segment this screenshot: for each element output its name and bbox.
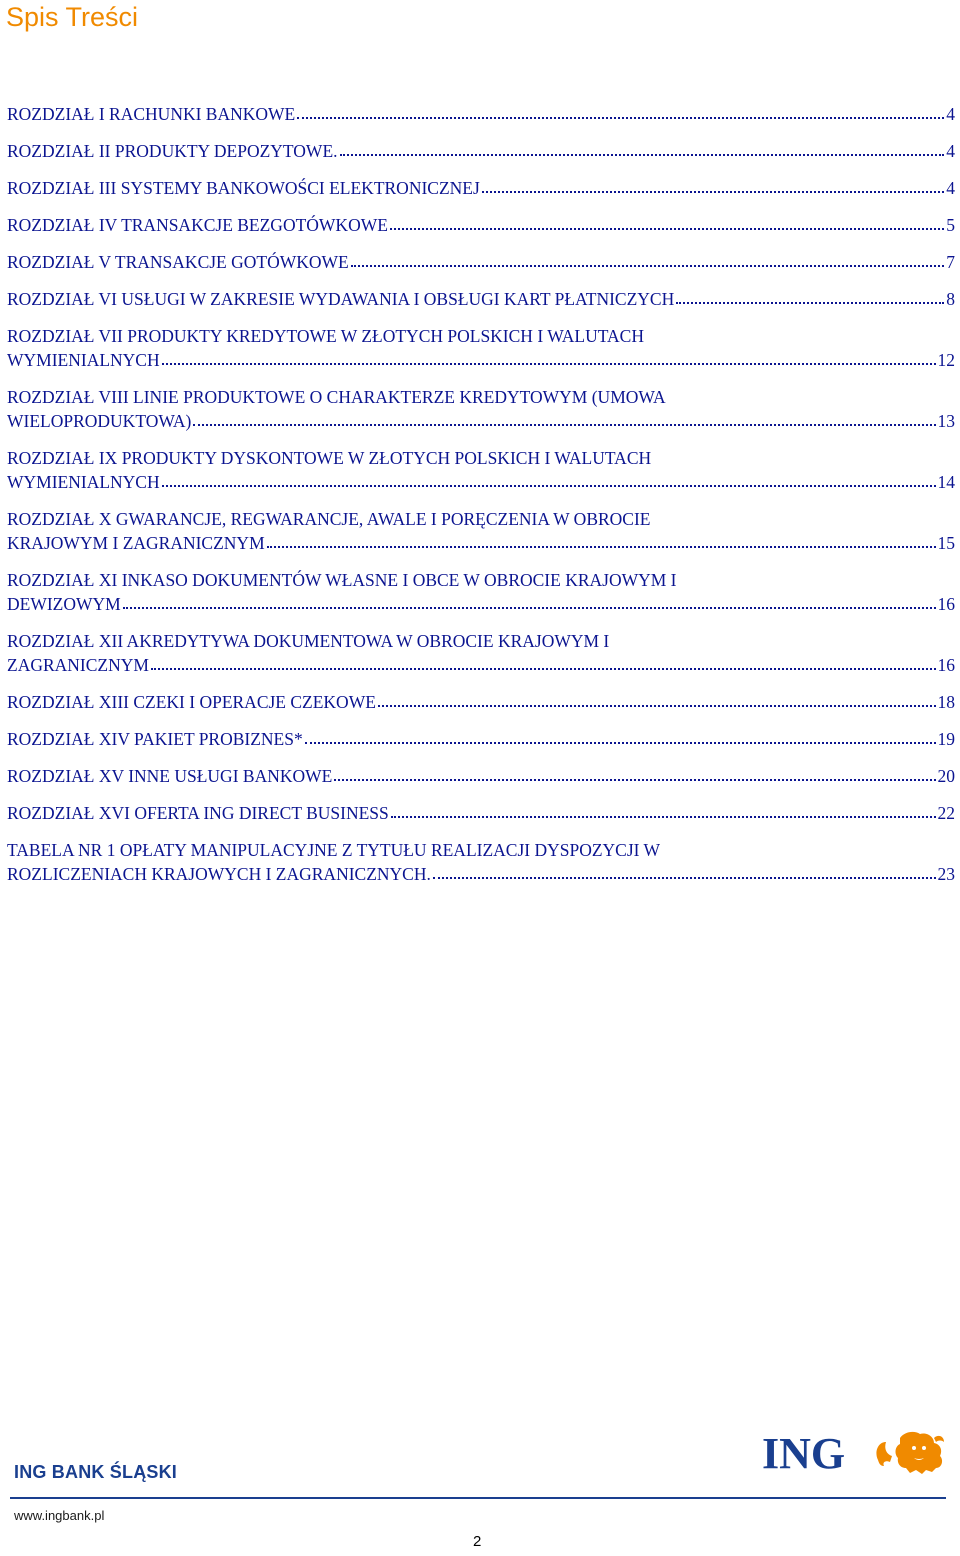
toc-dot-leader (433, 877, 936, 879)
toc-entry[interactable] (7, 250, 955, 274)
toc-entry-label: WYMIENIALNYCH (7, 350, 160, 370)
bank-name-logo: ING BANK ŚLĄSKI (14, 1462, 178, 1482)
toc-entry-page-number: 12 (937, 350, 955, 370)
toc-dot-leader (193, 424, 935, 426)
toc-entry[interactable] (7, 102, 955, 126)
toc-dot-leader (378, 705, 936, 707)
toc-entry[interactable] (7, 287, 955, 311)
toc-entry-label: ROZDZIAŁ XV INNE USŁUGI BANKOWE (7, 766, 333, 786)
toc-entry-page-number: 7 (946, 252, 955, 272)
toc-entry[interactable] (7, 727, 955, 751)
toc-entry[interactable] (7, 690, 955, 714)
table-of-contents (7, 102, 955, 899)
toc-entry[interactable] (7, 629, 955, 677)
toc-dot-leader (351, 265, 945, 267)
toc-entry-label: ROZLICZENIACH KRAJOWYCH I ZAGRANICZNYCH. (7, 864, 431, 884)
ing-logo-text: ING (762, 1429, 846, 1478)
toc-entry-label: ROZDZIAŁ IV TRANSAKCJE BEZGOTÓWKOWE (7, 215, 388, 235)
footer-url: www.ingbank.pl (14, 1508, 105, 1523)
toc-entry-page-number: 22 (937, 803, 955, 823)
toc-entry-page-number: 19 (937, 729, 955, 749)
toc-entry[interactable] (7, 801, 955, 825)
toc-entry-label: ROZDZIAŁ I RACHUNKI BANKOWE (7, 104, 296, 124)
toc-entry-page-number: 8 (946, 289, 955, 309)
toc-entry-page-number: 16 (937, 594, 955, 614)
toc-entry-label: TABELA NR 1 OPŁATY MANIPULACYJNE Z TYTUŁU REALIZACJI DYSPOZYCJI W (7, 840, 661, 860)
toc-entry-label: KRAJOWYM I ZAGRANICZNYM (7, 533, 265, 553)
toc-entry-label: ROZDZIAŁ III SYSTEMY BANKOWOŚCI ELEKTRONICZNEJ (7, 178, 480, 198)
toc-entry-page-number: 4 (946, 141, 955, 161)
lion-icon (870, 1430, 946, 1476)
toc-entry[interactable] (7, 213, 955, 237)
toc-entry-label: ROZDZIAŁ VI USŁUGI W ZAKRESIE WYDAWANIA I OBSŁUGI KART PŁATNICZYCH (7, 289, 675, 309)
toc-entry[interactable] (7, 385, 955, 433)
toc-entry-label: WYMIENIALNYCH (7, 472, 160, 492)
toc-dot-leader (267, 546, 936, 548)
toc-entry-page-number: 16 (937, 655, 955, 675)
footer-divider (10, 1497, 946, 1499)
toc-dot-leader (162, 485, 936, 487)
toc-entry-label: ROZDZIAŁ V TRANSAKCJE GOTÓWKOWE (7, 252, 349, 272)
toc-entry[interactable] (7, 507, 955, 555)
toc-entry-label: ROZDZIAŁ II PRODUKTY DEPOZYTOWE. (7, 141, 338, 161)
toc-entry-label: ROZDZIAŁ X GWARANCJE, REGWARANCJE, AWALE I PORĘCZENIA W OBROCIE (7, 509, 651, 529)
toc-entry-label: DEWIZOWYM (7, 594, 121, 614)
toc-entry-label: ROZDZIAŁ XIII CZEKI I OPERACJE CZEKOWE (7, 692, 376, 712)
toc-dot-leader (482, 191, 944, 193)
toc-entry-label: ROZDZIAŁ XI INKASO DOKUMENTÓW WŁASNE I OBCE W OBROCIE KRAJOWYM I (7, 570, 677, 590)
toc-entry-page-number: 4 (946, 178, 955, 198)
toc-entry[interactable] (7, 764, 955, 788)
toc-dot-leader (340, 154, 945, 156)
toc-dot-leader (162, 363, 936, 365)
page-title: Spis Treści (6, 2, 139, 32)
toc-entry[interactable] (7, 139, 955, 163)
toc-dot-leader (123, 607, 936, 609)
page-number: 2 (473, 1533, 482, 1550)
toc-entry-page-number: 4 (946, 104, 955, 124)
toc-entry[interactable] (7, 568, 955, 616)
ing-logo (762, 1428, 947, 1480)
toc-entry-label: WIELOPRODUKTOWA) (7, 411, 192, 431)
toc-dot-leader (390, 228, 944, 230)
toc-entry-label: ZAGRANICZNYM (7, 655, 149, 675)
toc-dot-leader (676, 302, 944, 304)
toc-entry-label: ROZDZIAŁ VII PRODUKTY KREDYTOWE W ZŁOTYCH POLSKICH I WALUTACH (7, 326, 644, 346)
toc-entry[interactable] (7, 324, 955, 372)
toc-entry-page-number: 23 (937, 864, 955, 884)
toc-dot-leader (305, 742, 936, 744)
toc-dot-leader (297, 117, 944, 119)
toc-entry-label: ROZDZIAŁ XII AKREDYTYWA DOKUMENTOWA W OBROCIE KRAJOWYM I (7, 631, 610, 651)
toc-entry-page-number: 13 (937, 411, 955, 431)
toc-entry[interactable] (7, 838, 955, 886)
toc-dot-leader (334, 779, 935, 781)
toc-entry-page-number: 14 (937, 472, 955, 492)
toc-entry-page-number: 15 (937, 533, 955, 553)
toc-dot-leader (151, 668, 936, 670)
toc-entry-label: ROZDZIAŁ XVI OFERTA ING DIRECT BUSINESS (7, 803, 389, 823)
toc-entry-page-number: 5 (946, 215, 955, 235)
toc-entry-label: ROZDZIAŁ VIII LINIE PRODUKTOWE O CHARAKTERZE KREDYTOWYM (UMOWA (7, 387, 666, 407)
toc-entry[interactable] (7, 176, 955, 200)
toc-entry-page-number: 18 (937, 692, 955, 712)
toc-entry-label: ROZDZIAŁ IX PRODUKTY DYSKONTOWE W ZŁOTYCH POLSKICH I WALUTACH (7, 448, 652, 468)
toc-entry-label: ROZDZIAŁ XIV PAKIET PROBIZNES* (7, 729, 303, 749)
toc-dot-leader (391, 816, 936, 818)
toc-entry-page-number: 20 (937, 766, 955, 786)
toc-entry[interactable] (7, 446, 955, 494)
